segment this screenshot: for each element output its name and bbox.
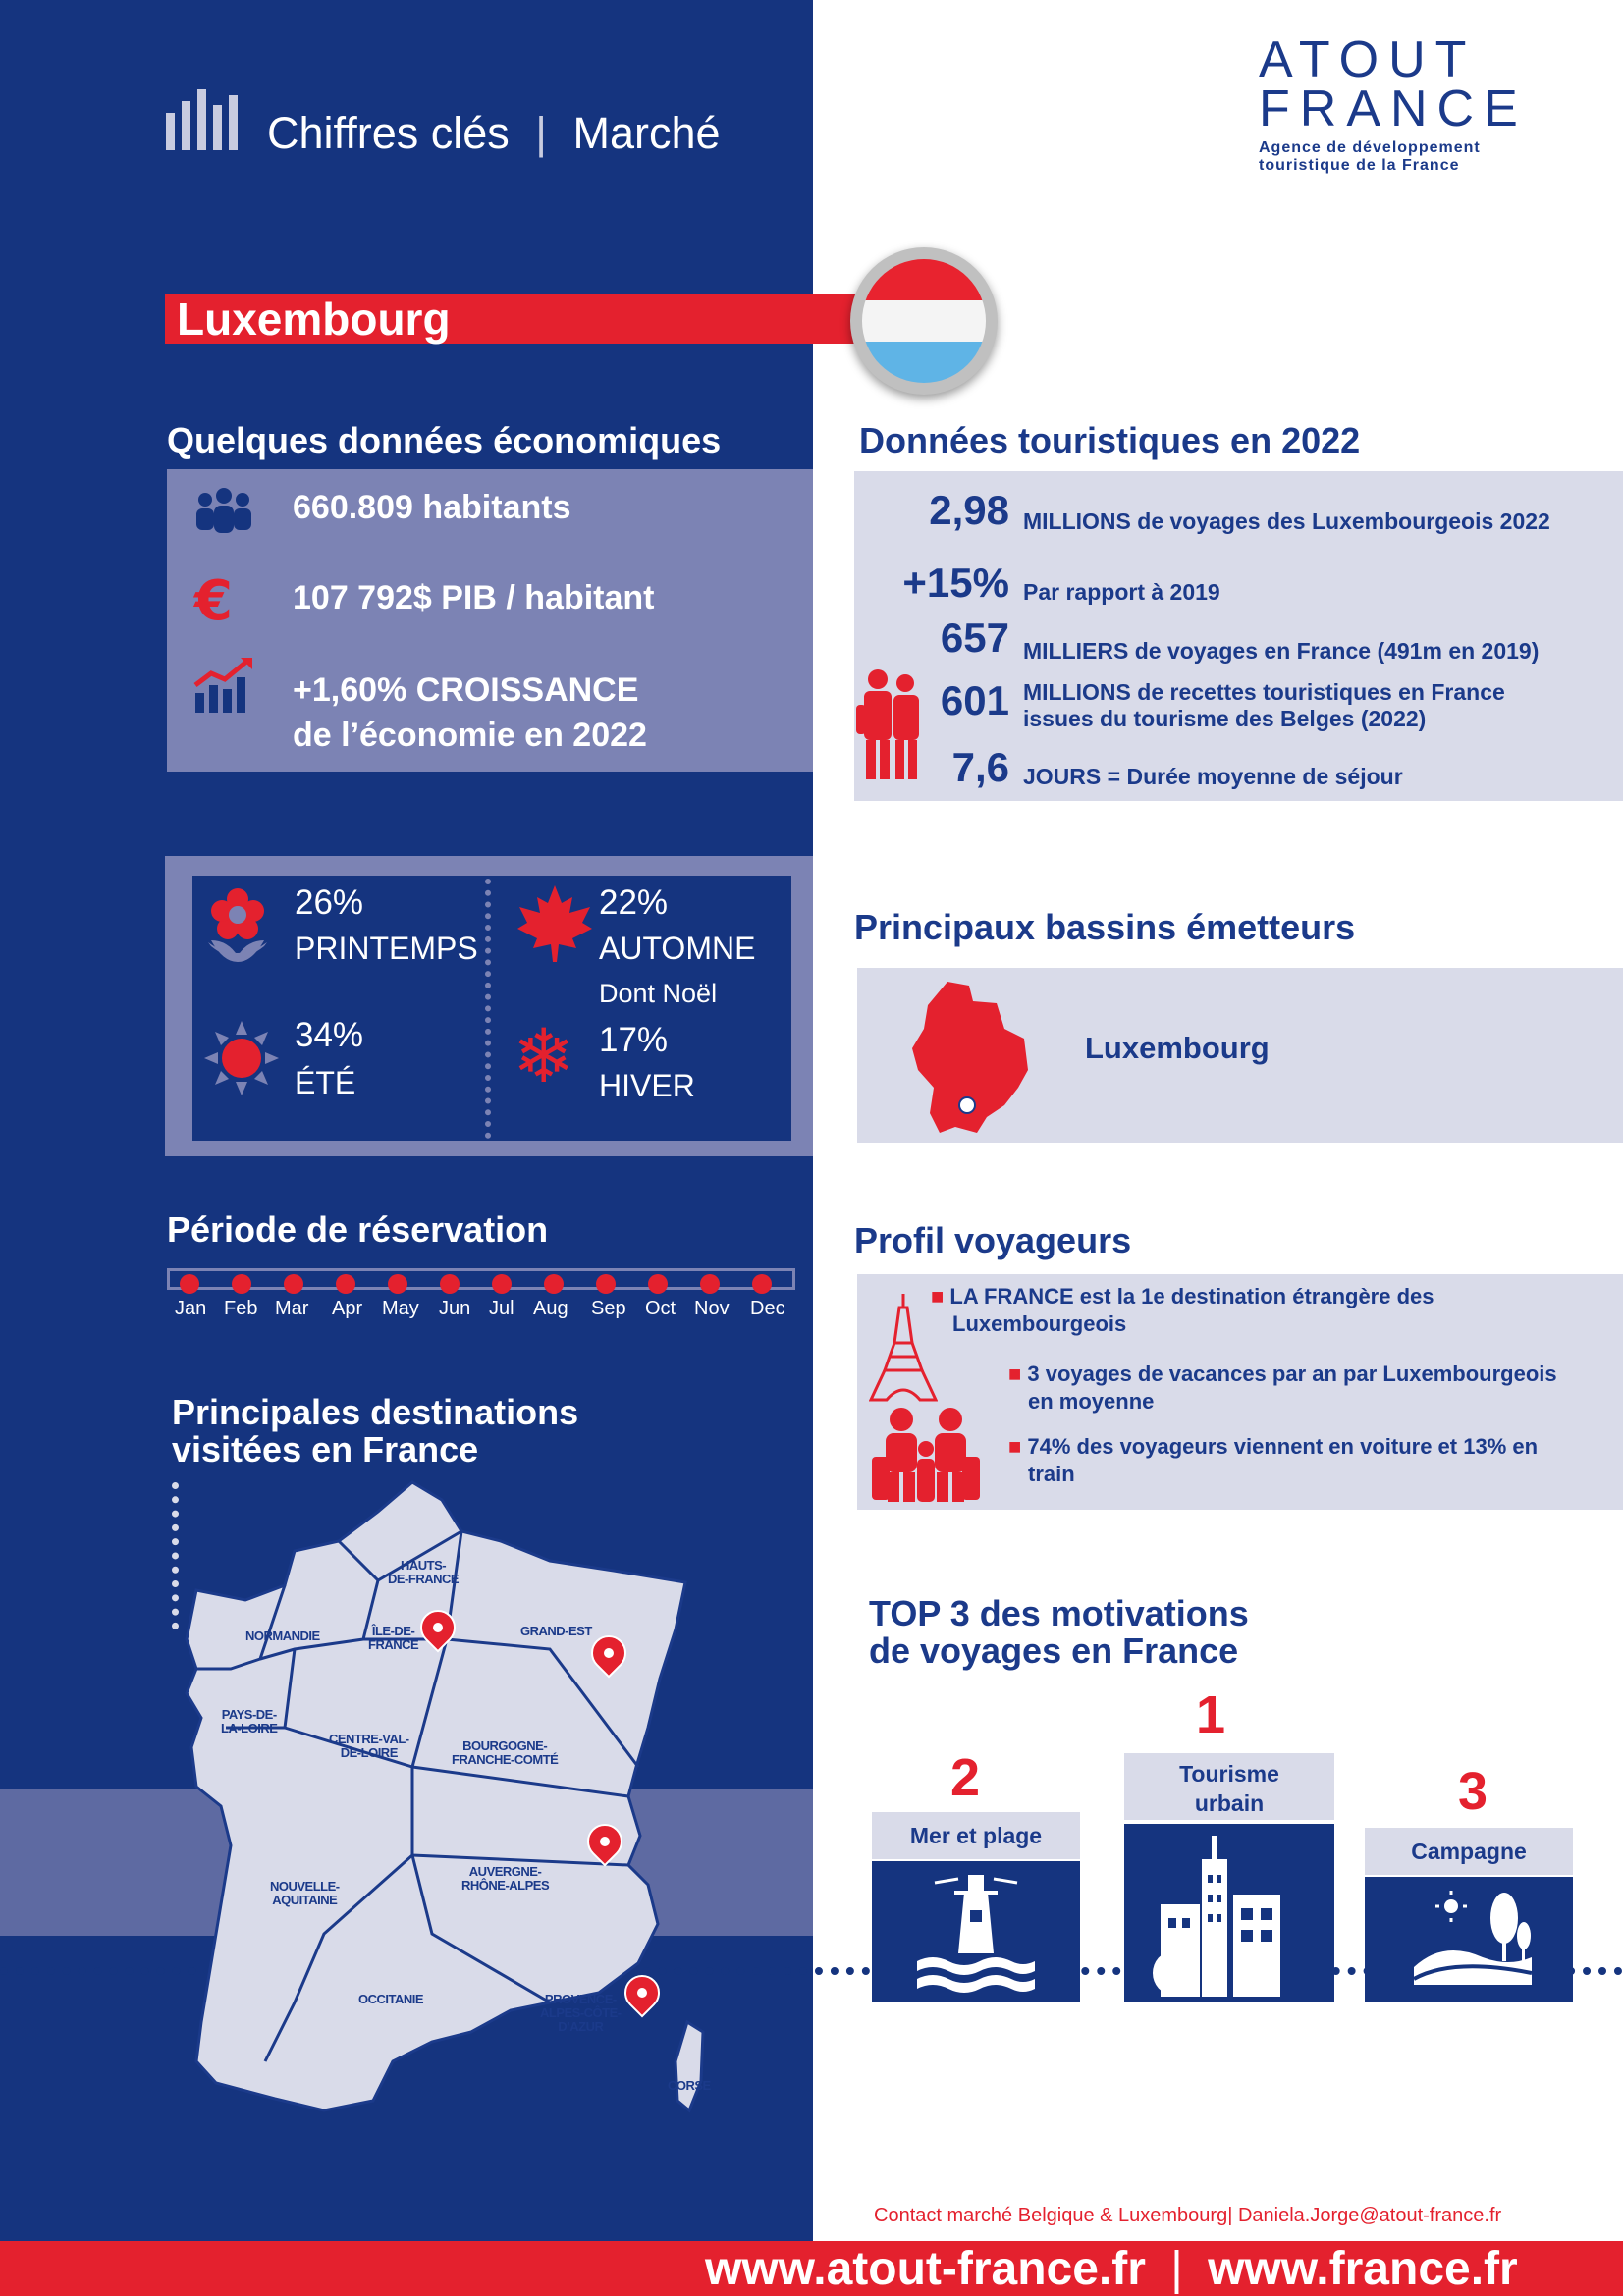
region-bourgogne-franche-comte: BOURGOGNE- FRANCHE-COMTÉ — [452, 1738, 559, 1767]
change-value: +15% — [902, 560, 1009, 606]
region-pays-de-la-loire: PAYS-DE- LA-LOIRE — [221, 1707, 278, 1735]
month-label: Mar — [275, 1298, 309, 1319]
receipts-text: MILLIONS de recettes touristiques en France issues du tourisme des Belges (2022) — [1023, 679, 1505, 731]
atout-france-link[interactable]: www.atout-france.fr — [705, 2243, 1146, 2295]
month-dot — [440, 1274, 460, 1294]
motivation-2-label: Mer et plage — [872, 1812, 1080, 1859]
month-label: Dec — [750, 1298, 785, 1319]
region-normandie: NORMANDIE — [245, 1629, 320, 1643]
snowflake-icon: ❄ — [513, 1012, 575, 1099]
destinations-title: Principales destinations visitées en France — [172, 1392, 579, 1469]
month-dot — [700, 1274, 720, 1294]
profile-item-3: ■ 74% des voyageurs viennent en voiture et 13% en train — [1008, 1434, 1539, 1486]
region-ile-de-france: ÎLE-DE- FRANCE — [368, 1624, 419, 1652]
region-occitanie: OCCITANIE — [358, 1992, 424, 2006]
days-value: 7,6 — [951, 744, 1009, 790]
month-label: Oct — [645, 1298, 676, 1319]
region-centre-val-de-loire: CENTRE-VAL- DE-LOIRE — [329, 1732, 409, 1760]
contact-info: Contact marché Belgique & Luxembourg| Daniela.Jorge@atout-france.fr — [874, 2205, 1502, 2226]
rank-2: 2 — [950, 1748, 981, 1807]
region-auvergne-rhone-alpes: AUVERGNE- RHÔNE-ALPES — [461, 1864, 550, 1893]
growth-line2: de l’économie en 2022 — [293, 717, 647, 754]
region-hauts-de-france: HAUTS- DE-FRANCE — [388, 1558, 460, 1586]
basin-name: Luxembourg — [1085, 1031, 1270, 1065]
tourism-title: Données touristiques en 2022 — [859, 420, 1361, 460]
france-text: MILLIERS de voyages en France (491m en 2019) — [1023, 638, 1540, 664]
people-icon — [191, 486, 256, 540]
autumn-pct: 22% — [599, 883, 669, 922]
month-dot — [752, 1274, 772, 1294]
summer-pct: 34% — [295, 1016, 364, 1054]
rank-3: 3 — [1458, 1762, 1488, 1821]
motivation-3-label: Campagne — [1365, 1828, 1573, 1875]
month-label: Nov — [694, 1298, 730, 1319]
pib-value: 107 792$ PIB / habitant — [293, 579, 655, 616]
eiffel-tower-icon — [869, 1294, 938, 1407]
booking-title: Période de réservation — [167, 1209, 549, 1250]
atout-france-logo: ATOUT FRANCE Agence de développement touristique de la France — [1259, 31, 1528, 174]
profile-title: Profil voyageurs — [854, 1220, 1132, 1260]
seasons-divider — [485, 879, 491, 1139]
trips-value: 2,98 — [929, 487, 1009, 533]
trips-text: MILLIONS de voyages des Luxembourgeois 2022 — [1023, 508, 1550, 534]
month-label: Apr — [332, 1298, 363, 1319]
month-dot — [492, 1274, 512, 1294]
footer-links: www.atout-france.fr | www.france.fr — [705, 2243, 1518, 2295]
france-link[interactable]: www.france.fr — [1208, 2243, 1518, 2295]
flower-icon — [203, 885, 272, 969]
region-grand-est: GRAND-EST — [520, 1624, 592, 1638]
month-dot — [544, 1274, 564, 1294]
autumn-note: Dont Noël — [599, 979, 718, 1008]
france-value: 657 — [940, 614, 1009, 661]
family-icon — [872, 1406, 980, 1509]
days-text: JOURS = Durée moyenne de séjour — [1023, 764, 1403, 789]
city-buildings-icon — [1151, 1836, 1308, 2002]
winter-pct: 17% — [599, 1021, 669, 1059]
month-label: Jan — [175, 1298, 207, 1319]
countryside-icon — [1414, 1889, 1532, 1992]
spring-label: PRINTEMPS — [295, 931, 478, 966]
profile-item-2: ■ 3 voyages de vacances par an par Luxembourgeois en moyenne — [1008, 1362, 1557, 1414]
growth-line1: +1,60% CROISSANCE — [293, 671, 639, 709]
motivation-1-label: Tourisme urbain — [1124, 1753, 1334, 1820]
month-dot — [596, 1274, 616, 1294]
month-label: Aug — [533, 1298, 568, 1319]
month-label: Sep — [591, 1298, 626, 1319]
sun-icon — [204, 1021, 279, 1100]
month-label: Jun — [439, 1298, 471, 1319]
month-dot — [232, 1274, 251, 1294]
month-dot — [336, 1274, 355, 1294]
month-dot — [388, 1274, 407, 1294]
luxembourg-map-icon — [908, 980, 1046, 1142]
basins-title: Principaux bassins émetteurs — [854, 907, 1356, 947]
motivations-title: TOP 3 des motivations de voyages en France — [869, 1593, 1249, 1671]
lighthouse-icon — [915, 1865, 1037, 1998]
receipts-value: 601 — [940, 677, 1009, 723]
month-dot — [284, 1274, 303, 1294]
page-title: Chiffres clés | Marché — [267, 108, 721, 158]
travelers-icon — [856, 666, 927, 788]
profile-item-1: ■ LA FRANCE est la 1e destination étrangère des Luxembourgeois — [931, 1284, 1434, 1336]
rank-1: 1 — [1196, 1685, 1226, 1744]
population-value: 660.809 habitants — [293, 489, 571, 526]
autumn-label: AUTOMNE — [599, 931, 756, 966]
growth-chart-icon — [191, 656, 256, 720]
spring-pct: 26% — [295, 883, 364, 922]
euro-icon: € — [194, 569, 233, 633]
region-nouvelle-aquitaine: NOUVELLE- AQUITAINE — [270, 1879, 340, 1907]
bar-chart-icon — [162, 83, 260, 152]
maple-leaf-icon — [515, 883, 594, 969]
month-label: Jul — [489, 1298, 514, 1319]
country-name: Luxembourg — [177, 294, 451, 345]
summer-label: ÉTÉ — [295, 1065, 356, 1100]
luxembourg-flag-icon — [850, 247, 998, 395]
region-paca: PROVENCE- ALPES-CÔTE- D’AZUR — [540, 1992, 622, 2034]
region-corse: CORSE — [668, 2078, 711, 2093]
month-dot — [180, 1274, 199, 1294]
month-dot — [648, 1274, 668, 1294]
change-text: Par rapport à 2019 — [1023, 579, 1220, 605]
month-label: May — [382, 1298, 419, 1319]
econ-title: Quelques données économiques — [167, 420, 722, 460]
winter-label: HIVER — [599, 1068, 695, 1103]
month-label: Feb — [224, 1298, 258, 1319]
